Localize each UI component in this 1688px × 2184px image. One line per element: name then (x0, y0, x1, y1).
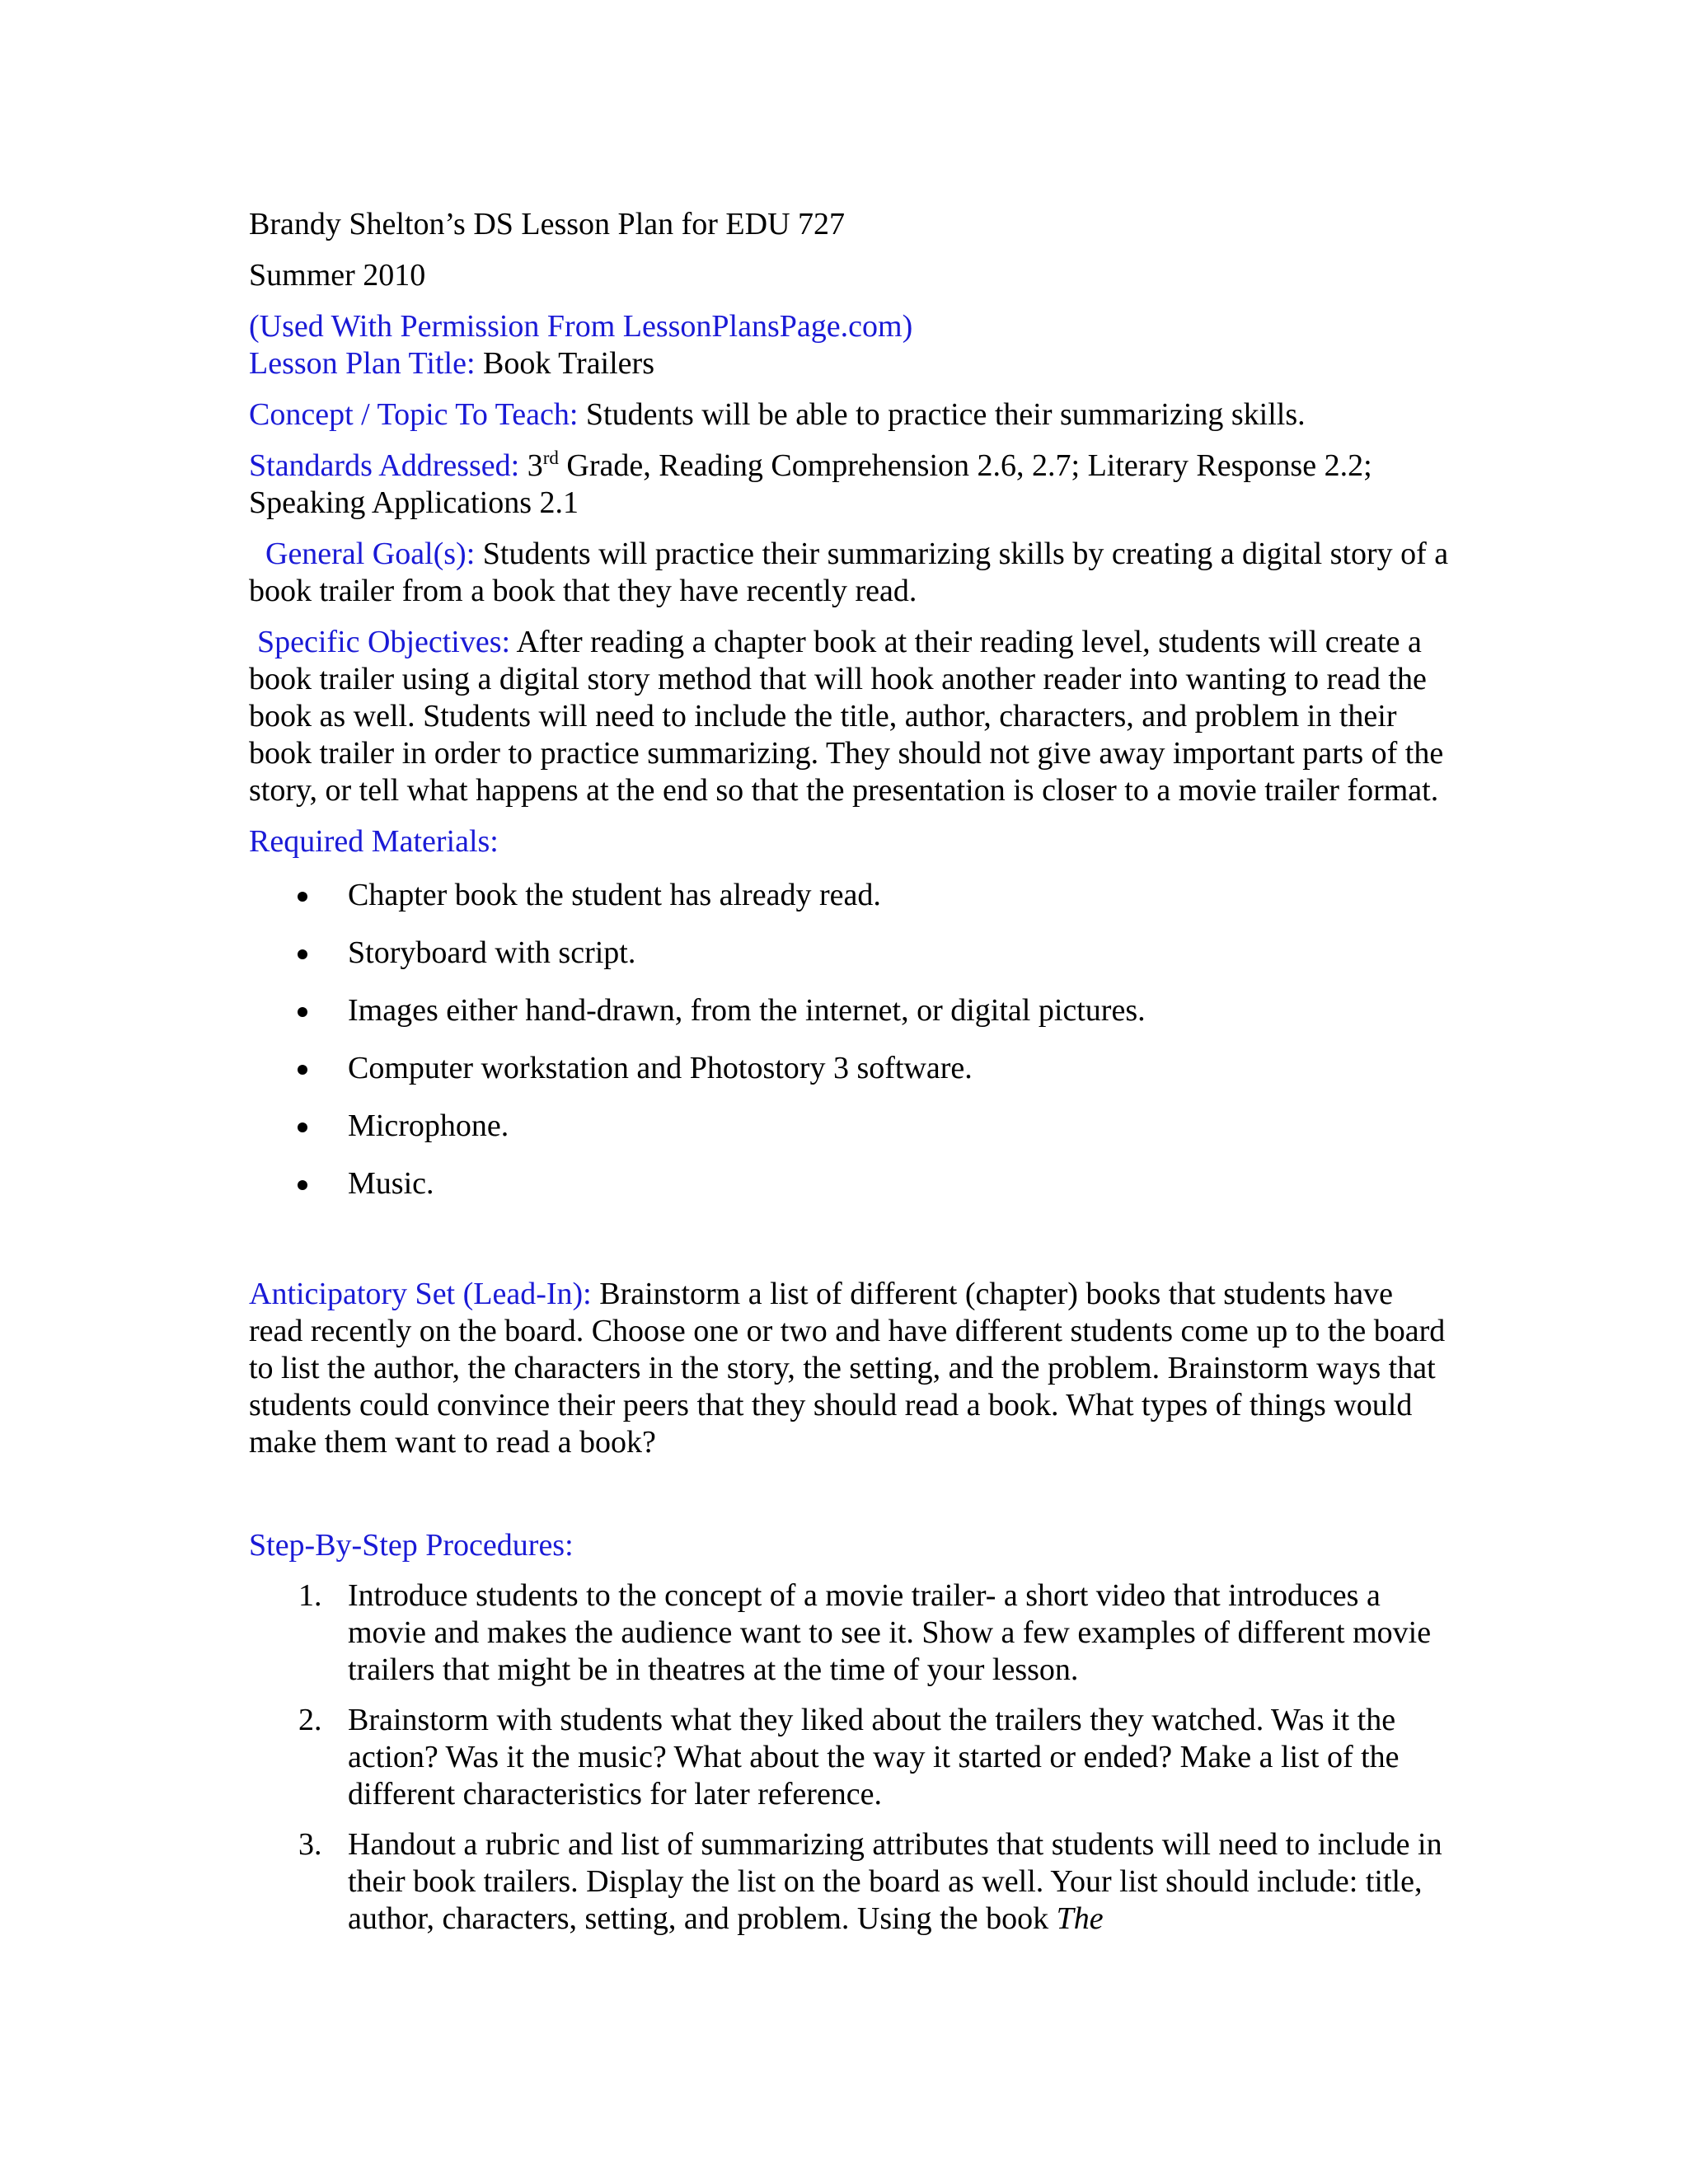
material-text: Computer workstation and Photostory 3 software. (348, 1051, 973, 1085)
specific-objectives-value: After reading a chapter book at their reading level, students will create a book trailer using a digital story method that will hook another reader into wanting to read the book as well. Students will need to include the title, author, characters, and problem in their book trailer in order to practice summarizing. They should not give away important parts of the story, or tell what happens at the end so that the presentation is closer to a movie trailer format. (249, 625, 1444, 808)
step-text: Brainstorm with students what they liked about the trailers they watched. Was it the action? Was it the music? What about the way it started or ended? Make a list of the different characteristics for later reference. (348, 1703, 1400, 1811)
standards-value: Grade, Reading Comprehension 2.6, 2.7; Literary Response 2.2; Speaking Applications 2.1 (249, 448, 1372, 520)
standards-grade-suffix: rd (542, 448, 559, 468)
lesson-title-value: Book Trailers (475, 346, 654, 381)
general-goal-value: Students will practice their summarizing skills by creating a digital story of a book trailer from a book that they have recently read. (249, 537, 1449, 608)
procedures-list (249, 1577, 1452, 1938)
lesson-plan-page (249, 206, 1452, 1951)
lesson-title-label: Lesson Plan Title: (249, 346, 476, 381)
specific-objectives-label: Specific Objectives: (257, 625, 511, 659)
anticipatory-set-label: Anticipatory Set (Lead-In): (249, 1277, 592, 1311)
list-item (249, 1050, 1452, 1108)
step-text: Handout a rubric and list of summarizing attributes that students will need to include in their book trailers. Display the list on the board as well. Your list should include: title, author, characters, setting, and problem. Using the book (348, 1827, 1442, 1936)
anticipatory-set-value: Brainstorm a list of different (chapter) books that students have read recently on the board. Choose one or two and have different students come up to the board to list the author, the characters in the story, the setting, and the problem. Brainstorm ways that students could convince their peers that they should read a book. What types of things would make them want to read a book? (249, 1277, 1446, 1460)
bullet-icon (298, 1065, 307, 1075)
step-number: 1. (298, 1578, 322, 1613)
materials-heading: Required Materials: (249, 824, 499, 859)
list-item (249, 935, 1452, 992)
material-text: Storyboard with script. (348, 935, 636, 970)
lesson-title-line (249, 345, 1452, 382)
standards-line (249, 448, 1452, 522)
step-italic-text: The (1056, 1901, 1104, 1936)
general-goal-label: General Goal(s): (265, 537, 476, 571)
step-text: Introduce students to the concept of a movie trailer- a short video that introduces a movie and makes the audience want to see it. Show a few examples of different movie trailers that might be in theatres at the time of your lesson. (348, 1578, 1432, 1687)
material-text: Microphone. (348, 1108, 509, 1143)
step-number: 3. (298, 1827, 322, 1862)
concept-label: Concept / Topic To Teach: (249, 397, 579, 432)
term-line: Summer 2010 (249, 258, 426, 293)
list-item (249, 1577, 1452, 1689)
bullet-icon (298, 1007, 307, 1017)
specific-objectives-line (249, 624, 1452, 809)
list-item (249, 1702, 1452, 1813)
standards-label: Standards Addressed: (249, 448, 520, 483)
list-item (249, 1826, 1452, 1938)
document-title: Brandy Shelton’s DS Lesson Plan for EDU 727 (249, 207, 846, 241)
materials-list (249, 877, 1452, 1223)
standards-grade-number: 3 (519, 448, 543, 483)
anticipatory-set-line (249, 1276, 1452, 1461)
list-item (249, 1165, 1452, 1223)
permission-note: (Used With Permission From LessonPlansPage.com) (249, 309, 913, 344)
concept-line (249, 396, 1452, 434)
list-item (249, 992, 1452, 1050)
step-number: 2. (298, 1703, 322, 1737)
concept-value: Students will be able to practice their summarizing skills. (578, 397, 1306, 432)
procedures-heading: Step-By-Step Procedures: (249, 1528, 574, 1563)
material-text: Music. (348, 1166, 434, 1201)
general-goal-line (249, 536, 1452, 610)
bullet-icon (298, 892, 307, 902)
material-text: Images either hand-drawn, from the internet, or digital pictures. (348, 993, 1146, 1028)
bullet-icon (298, 1180, 307, 1190)
bullet-icon (298, 949, 307, 959)
list-item (249, 1108, 1452, 1165)
bullet-icon (298, 1122, 307, 1132)
list-item (249, 877, 1452, 935)
material-text: Chapter book the student has already read. (348, 878, 881, 912)
